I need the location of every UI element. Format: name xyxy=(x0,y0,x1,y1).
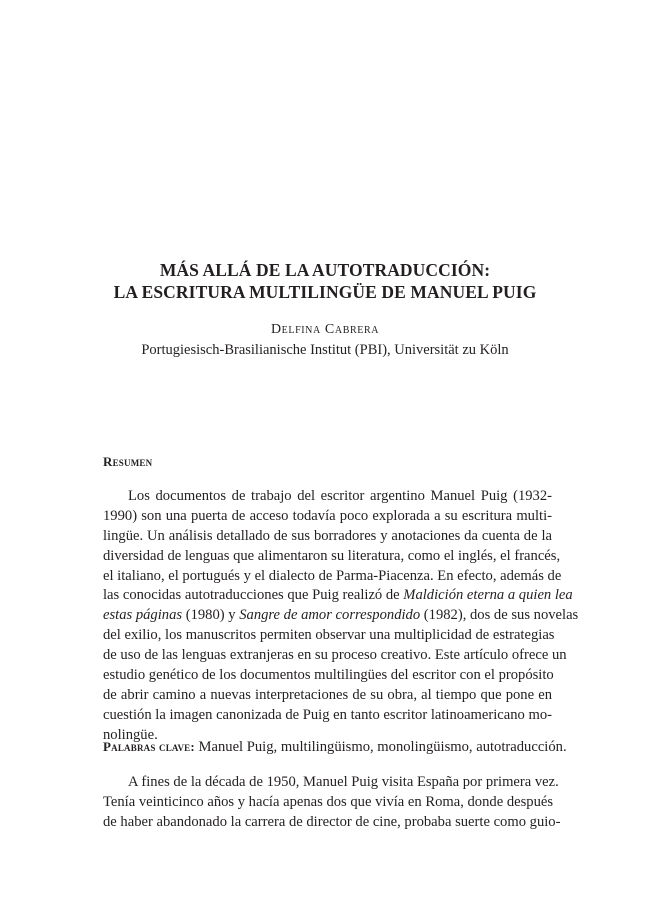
keywords-line xyxy=(103,737,567,757)
abstract-text: las conocidas autotraducciones que Puig realizó de xyxy=(103,587,404,604)
keywords xyxy=(103,737,567,757)
abstract-paragraph xyxy=(103,487,579,746)
abstract-line: lingüe. Un análisis detallado de sus borradores y anotaciones da cuenta de la xyxy=(103,527,552,544)
abstract-line: estudio genético de los documentos multilingües del escritor con el propósito xyxy=(103,667,554,684)
abstract-line xyxy=(103,586,573,606)
abstract-line: del exilio, los manuscritos permiten observar una multiplicidad de estrategias xyxy=(103,627,555,644)
intro-paragraph xyxy=(103,773,561,833)
book-title-sangre: Sangre de amor correspondido xyxy=(239,607,421,624)
intro-line: Tenía veinticinco años y hacía apenas dos que vivía en Roma, donde después xyxy=(103,793,554,810)
abstract-line: cuestión la imagen canonizada de Puig en tanto escritor latinoamericano mo- xyxy=(103,706,553,723)
title-line-2: LA ESCRITURA MULTILINGÜE DE MANUEL PUIG xyxy=(113,282,537,302)
abstract-line: de abrir camino a nuevas interpretaciones de su obra, al tiempo que pone en xyxy=(103,686,552,703)
abstract-line xyxy=(103,606,579,626)
author-name: Delfina Cabrera xyxy=(270,322,380,337)
book-title-maldicion-cont: estas páginas xyxy=(103,607,183,624)
abstract-line: Los documentos de trabajo del escritor argentino Manuel Puig (1932- xyxy=(128,488,552,504)
intro-line: A fines de la década de 1950, Manuel Puig visita España por primera vez. xyxy=(128,774,559,790)
abstract-line: 1990) son una puerta de acceso todavía poco explorada a su escritura multi- xyxy=(103,507,552,524)
abstract-line: diversidad de lenguas que alimentaron su literatura, como el inglés, el francés, xyxy=(103,547,561,564)
title-line-1: MÁS ALLÁ DE LA AUTOTRADUCCIÓN: xyxy=(159,260,491,280)
author-affiliation: Portugiesisch-Brasilianische Institut (PBI), Universität zu Köln xyxy=(141,342,509,358)
abstract-text: (1982), dos de sus novelas xyxy=(420,607,579,624)
book-title-maldicion: Maldición eterna a quien lea xyxy=(403,587,573,604)
intro-line: de haber abandonado la carrera de director de cine, probaba suerte como guio- xyxy=(103,813,561,830)
abstract-line: nolingüe. xyxy=(103,726,158,743)
abstract-line: de uso de las lenguas extranjeras en su proceso creativo. Este artículo ofrece un xyxy=(103,647,567,664)
article-title xyxy=(0,259,650,303)
abstract-line: el italiano, el portugués y el dialecto de Parma-Piacenza. En efecto, además de xyxy=(103,567,562,584)
abstract-text: (1980) y xyxy=(182,607,240,624)
abstract-heading: Resumen xyxy=(103,454,153,469)
keywords-text: Manuel Puig, multilingüismo, monolingüismo, autotraducción. xyxy=(194,739,567,755)
keywords-label: Palabras clave: xyxy=(103,739,195,754)
